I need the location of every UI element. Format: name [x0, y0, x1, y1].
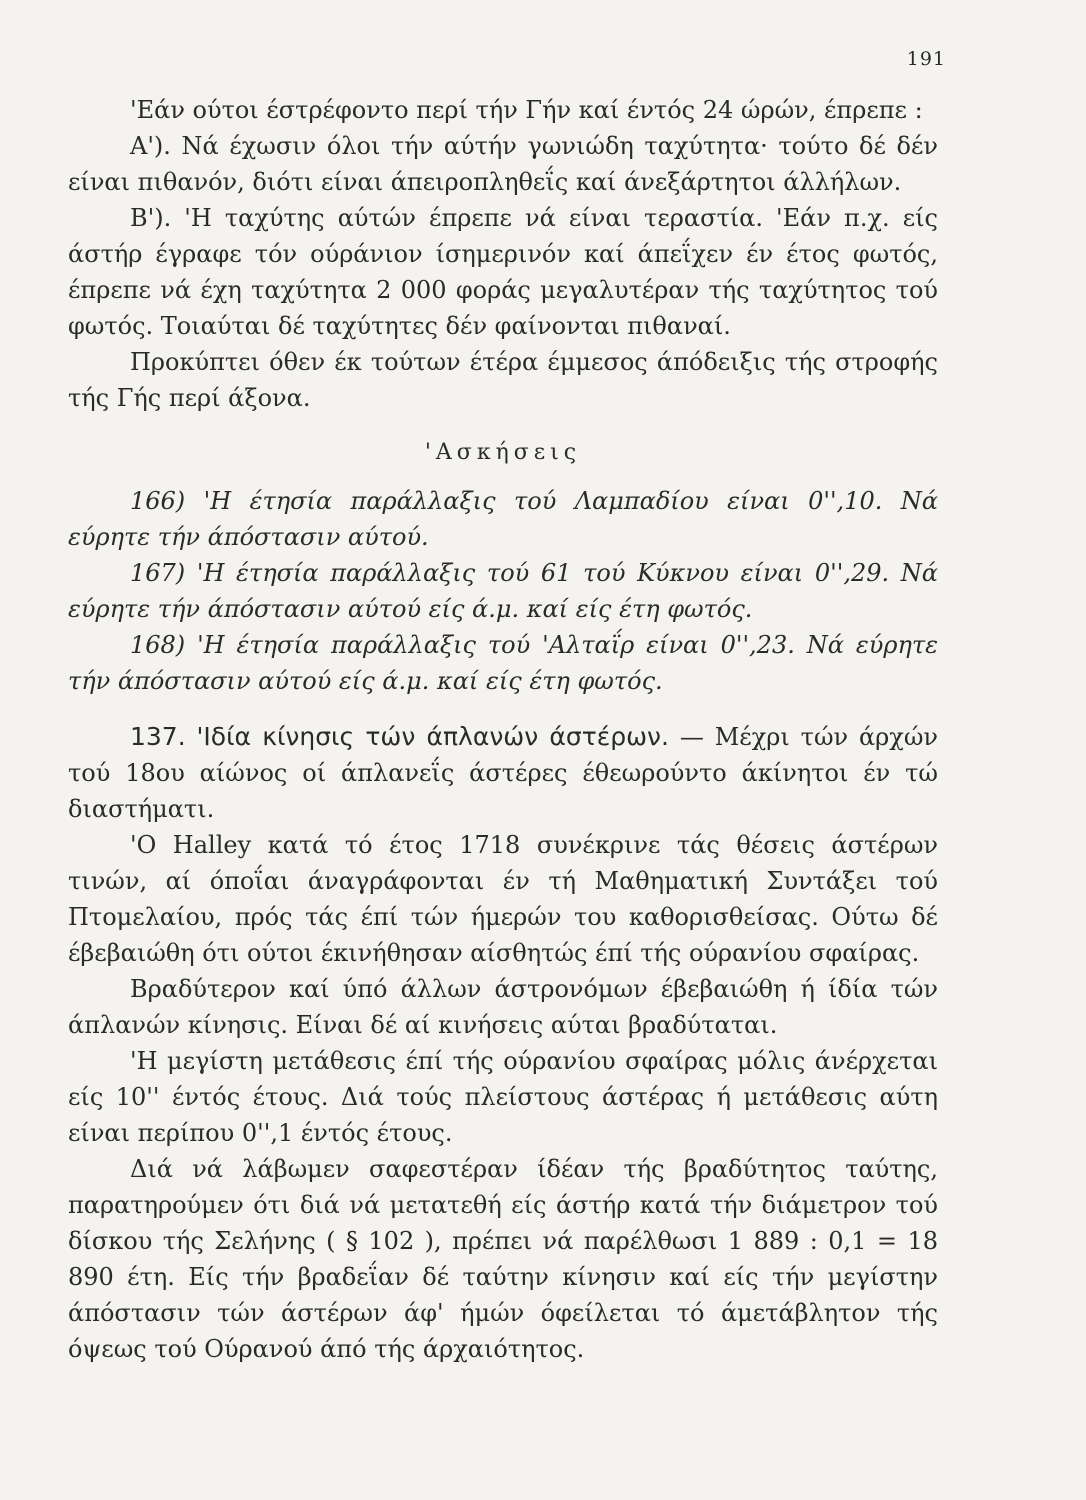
section-title: 'Ιδία κίνησις τών άπλανών άστέρων.	[196, 722, 669, 751]
section-lead-text: — Μέχρι τών άρχών τού 18ου αίώνος οί άπλανεΐς άστέρες έθεωρούντο άκίνητοι έν τώ διαστήματι.	[68, 723, 938, 823]
exercise-item: 168) 'Η έτησία παράλλαξις τού 'Αλταΐρ είναι 0'',23. Νά εύρητε τήν άπόστασιν αύτού είς ά.μ. καί είς έτη φωτός.	[68, 631, 938, 695]
section-paragraph	[68, 719, 938, 827]
section-number: 137.	[130, 722, 186, 751]
page-content	[68, 92, 938, 1367]
paragraph: Β'). 'Η ταχύτης αύτών έπρεπε νά είναι τεραστία. 'Εάν π.χ. είς άστήρ έγραφε τόν ούράνιον ίσημερινόν καί άπεΐχεν έν έτος φωτός, έπρεπε νά έχη ταχύτητα 2 000 φοράς μεγαλυτέραν τής ταχύτητος τού φωτός. Τοιαύται δέ ταχύτητες δέν φαίνονται πιθαναί.	[68, 204, 938, 340]
paragraph: Διά νά λάβωμεν σαφεστέραν ίδέαν τής βραδύτητος ταύτης, παρατηρούμεν ότι διά νά μετατεθή είς άστήρ κατά τήν διάμετρον τού δίσκου τής Σελήνης ( § 102 ), πρέπει νά παρέλθωσι 1 889 : 0,1 = 18 890 έτη. Είς τήν βραδεΐαν δέ ταύτην κίνησιν καί είς τήν μεγίστην άπόστασιν τών άστέρων άφ' ήμών όφείλεται τό άμετάβλητον τής όψεως τού Ούρανού άπό τής άρχαιότητος.	[68, 1155, 938, 1363]
paragraph: 'Εάν ούτοι έστρέφοντο περί τήν Γήν καί έντός 24 ώρών, έπρεπε :	[130, 96, 923, 124]
paragraph: Προκύπτει όθεν έκ τούτων έτέρα έμμεσος άπόδειξις τής στροφής τής Γής περί άξονα.	[68, 348, 938, 412]
paragraph: Βραδύτερον καί ύπό άλλων άστρονόμων έβεβαιώθη ή ίδία τών άπλανών κίνησις. Είναι δέ αί κινήσεις αύται βραδύταται.	[68, 975, 938, 1039]
page-number: 191	[906, 48, 946, 70]
exercise-item: 167) 'Η έτησία παράλλαξις τού 61 τού Κύκνου είναι 0'',29. Νά εύρητε τήν άπόστασιν αύτού είς ά.μ. καί είς έτη φωτός.	[68, 559, 938, 623]
exercises-heading: 'Ασκήσεις	[424, 440, 582, 465]
paragraph: 'Η μεγίστη μετάθεσις έπί τής ούρανίου σφαίρας μόλις άνέρχεται είς 10'' έντός έτους. Διά τούς πλείστους άστέρας ή μετάθεσις αύτη είναι περίπου 0'',1 έντός έτους.	[68, 1047, 938, 1147]
paragraph: 'Ο Halley κατά τό έτος 1718 συνέκρινε τάς θέσεις άστέρων τινών, αί όποΐαι άναγράφονται έν τή Μαθηματική Συντάξει τού Πτομελαίου, πρός τάς έπί τών ήμερών του καθορισθείσας. Ούτω δέ έβεβαιώθη ότι ούτοι έκινήθησαν αίσθητώς έπί τής ούρανίου σφαίρας.	[68, 831, 938, 967]
paragraph: Α'). Νά έχωσιν όλοι τήν αύτήν γωνιώδη ταχύτητα· τούτο δέ δέν είναι πιθανόν, διότι είναι άπειροπληθεΐς καί άνεξάρτητοι άλλήλων.	[68, 132, 938, 196]
exercise-item: 166) 'Η έτησία παράλλαξις τού Λαμπαδίου είναι 0'',10. Νά εύρητε τήν άπόστασιν αύτού.	[68, 487, 938, 551]
